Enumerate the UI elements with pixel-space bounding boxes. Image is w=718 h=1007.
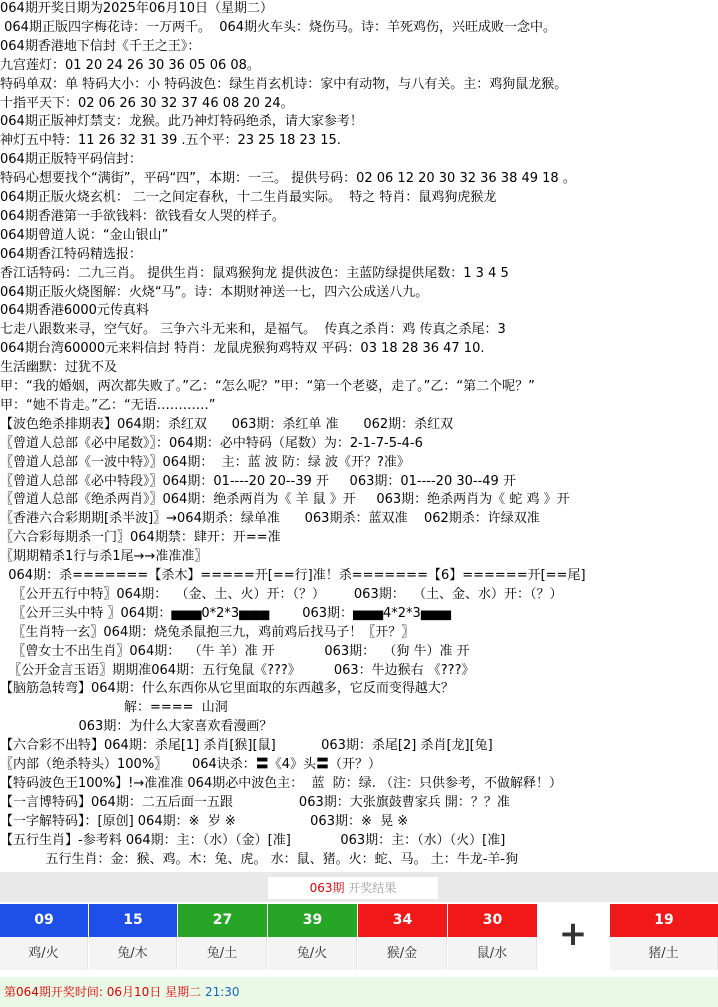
- text-line: 七走八跟数来寻，空气好。 三争六斗无来和，是福气。 传真之杀肖：鸡 传真之杀尾：3: [0, 322, 506, 338]
- result-ball: [89, 904, 177, 970]
- ball-number: 15: [89, 904, 177, 937]
- special-number-plus: +: [538, 904, 608, 970]
- ball-number: 34: [358, 904, 447, 937]
- special-ball: [610, 904, 718, 970]
- result-ball: [0, 904, 88, 970]
- text-line: 五行生肖：金：猴、鸡。木：兔、虎。 水：鼠、猪。火：蛇、马。 土：牛龙-羊-狗: [0, 851, 519, 867]
- text-line: 十指平天下：02 06 26 30 32 37 46 08 20 24。: [0, 95, 294, 111]
- text-line: 特码单双：单 特码大小：小 特码波色：绿生肖玄机诗：家中有动物，与八有关。主：鸡狗鼠龙猴。: [0, 76, 568, 92]
- ball-zodiac: 兔/木: [89, 937, 177, 970]
- ball-zodiac: 猪/土: [610, 937, 718, 970]
- text-line: 解：==== 山洞: [0, 700, 228, 716]
- text-line: 【脑筋急转弯】064期：什么东西你从它里面取的东西越多，它反而变得越大？: [0, 681, 454, 697]
- text-line: 生活幽默：过犹不及: [0, 360, 118, 376]
- results-label: 开奖结果: [348, 881, 397, 895]
- text-line: 064期香港6000元传真料: [0, 303, 149, 319]
- next-draw-time: [0, 977, 718, 1007]
- text-line: 064期香江特码精选报：: [0, 246, 142, 262]
- text-line: 〖期期精杀1行与杀1尾→→准准准〗: [0, 549, 208, 565]
- text-line: 064期台湾60000元来料信封 特肖：龙鼠虎猴狗鸡特双 平码：03 18 28 36 47 10.: [0, 341, 485, 357]
- ball-number: 19: [610, 904, 718, 937]
- text-line: 【波色绝杀排期表】064期：杀红双 063期：杀红单 准 062期：杀红双: [0, 416, 454, 432]
- text-line: 〖曾道人总部《绝杀两肖》〗064期：绝杀两肖为《 羊 鼠 》开 063期：绝杀两肖为《 蛇 鸡 》开: [0, 492, 570, 508]
- text-line: 064期曾道人说：“金山银山”: [0, 227, 169, 243]
- text-line: 九宫莲灯：01 20 24 26 30 36 05 06 08。: [0, 57, 260, 73]
- result-ball: [268, 904, 357, 970]
- text-line: 特码心想要找个“满街”，平码“四”，本期：一三。 提供号码：02 06 12 20 30 32 36 38 49 18 。: [0, 171, 576, 187]
- text-line: 【五行生肖】-参考料 064期：主：（水）（金）[准] 063期：主：（水）（火）[准]: [0, 832, 506, 848]
- text-line: 064期：杀=======【杀木】=====开[==行]准！杀=======【6】======开[==尾]: [0, 568, 586, 583]
- text-line: 〖曾女士不出生肖〗064期： （牛 羊）准 开 063期： （狗 牛）准 开: [0, 643, 470, 659]
- result-ball: [358, 904, 447, 970]
- text-line: 香江话特码：二九三肖。 提供生肖：鼠鸡猴狗龙 提供波色：主蓝防绿提供尾数：1 3 4 5: [0, 265, 509, 281]
- text-line: 〖公开五行中特〗064期： （金、土、火）开：（？） 063期： （土、金、水）开：（？）: [0, 586, 563, 602]
- text-line: 【一字解特码】：[原创] 064期：※ 岁 ※ 063期：※ 晃 ※: [0, 813, 409, 829]
- ball-number: 09: [0, 904, 88, 937]
- text-line: 〖六合彩每期杀一门〗064期禁：肆开：开==准: [0, 530, 281, 546]
- next-draw-date: 06月10日 星期二: [106, 985, 202, 999]
- text-line: 063期：为什么大家喜欢看漫画？: [0, 719, 273, 735]
- text-line: 〖内部（绝杀特头）100%〗 064诀杀：〓《4》头〓（开？）: [0, 757, 382, 772]
- results-balls: [0, 904, 718, 970]
- text-line: 064期正版火烧玄机： 二一之间定春秋，十二生肖最实际。 特之 特肖：鼠鸡狗虎猴龙: [0, 190, 497, 205]
- ball-zodiac: 兔/土: [178, 937, 267, 970]
- text-line: 〖曾道人总部《必中尾数》〗：064期：必中特码（尾数）为：2-1-7-5-4-6: [0, 435, 423, 451]
- text-line: 〖香港六合彩期期[杀半波]〗→064期杀：绿单准 063期杀：蓝双准 062期杀：许绿双准: [0, 511, 540, 527]
- text-line: 【六合彩不出特】064期：杀尾[1] 杀肖[猴][鼠] 063期：杀尾[2] 杀肖[龙][兔]: [0, 738, 493, 754]
- next-draw-clock: 21:30: [204, 985, 240, 999]
- text-line: 064期正版四字梅花诗：一万两千。 064期火车头：烧伤马。诗：羊死鸡伤，兴旺成败一念中。: [0, 19, 557, 35]
- ball-number: 30: [448, 904, 537, 937]
- ball-zodiac: 兔/火: [268, 937, 357, 970]
- text-line: 064期正版神灯禁支：龙猴。此乃神灯特码绝杀，请大家参考！: [0, 114, 363, 130]
- ball-number: 27: [178, 904, 267, 937]
- text-line: 064期香港地下信封《千王之王》：: [0, 38, 201, 54]
- results-title: [268, 877, 438, 899]
- ball-number: 39: [268, 904, 357, 937]
- text-line: 〖曾道人总部《必中特段》〗064期：01----20 20--39 开 063期：01----20 30--49 开: [0, 473, 516, 489]
- results-header: [0, 872, 718, 902]
- ball-zodiac: 鼠/水: [448, 937, 537, 970]
- result-ball: [448, 904, 537, 970]
- ball-zodiac: 鸡/火: [0, 937, 88, 970]
- result-ball: [178, 904, 267, 970]
- text-line: 甲：“我的婚姻，两次都失败了。”乙：“怎么呢？”甲：“第一个老婆，走了。”乙：“第二个呢？”: [0, 379, 535, 394]
- text-line: 064期开奖日期为2025年06月10日（星期二）: [0, 1, 273, 16]
- text-line: 064期香港第一手欲钱料：欲钱看女人哭的样子。: [0, 208, 285, 224]
- text-line: 〖公开金言玉语〗期期准064期：五行兔鼠《???》 063：牛边猴右 《???》: [0, 662, 475, 678]
- text-line: 〖公开三头中特 〗064期：▅▅▅0*2*3▅▅▅ 063期：▅▅▅4*2*3▅▅▅: [0, 605, 451, 621]
- results-issue: 063期: [309, 881, 345, 895]
- text-line: 〖曾道人总部《一波中特》〗064期： 主：蓝 波 防：绿 波《开？?准》: [0, 454, 410, 470]
- text-line: 神灯五中特：11 26 32 31 39 .五个平：23 25 18 23 15.: [0, 133, 341, 149]
- text-line: 064期正版特平码信封：: [0, 152, 142, 168]
- ball-zodiac: 猴/金: [358, 937, 447, 970]
- text-line: 【特码波色王100%】!→准准准 064期必中波色主： 蓝 防：绿. （注：只供参考，不做解释！）: [0, 775, 563, 791]
- text-line: 【一言博特码】064期：二五后面一五跟 063期：大张旗鼓曹家兵 開：？？准: [0, 794, 510, 810]
- text-line: 064期正版火烧图解：火烧“马”。诗：本期财神送一七，四六公成送八九。: [0, 284, 429, 300]
- text-line: 甲：“她不肯走。”乙：“无语…………”: [0, 397, 216, 413]
- text-line: 〖生肖特一玄〗064期：烧兔杀鼠抱三九，鸡前鸡后找马子！〖开？〗: [0, 624, 415, 640]
- next-draw-prefix: 第064期开奖时间:: [4, 985, 103, 999]
